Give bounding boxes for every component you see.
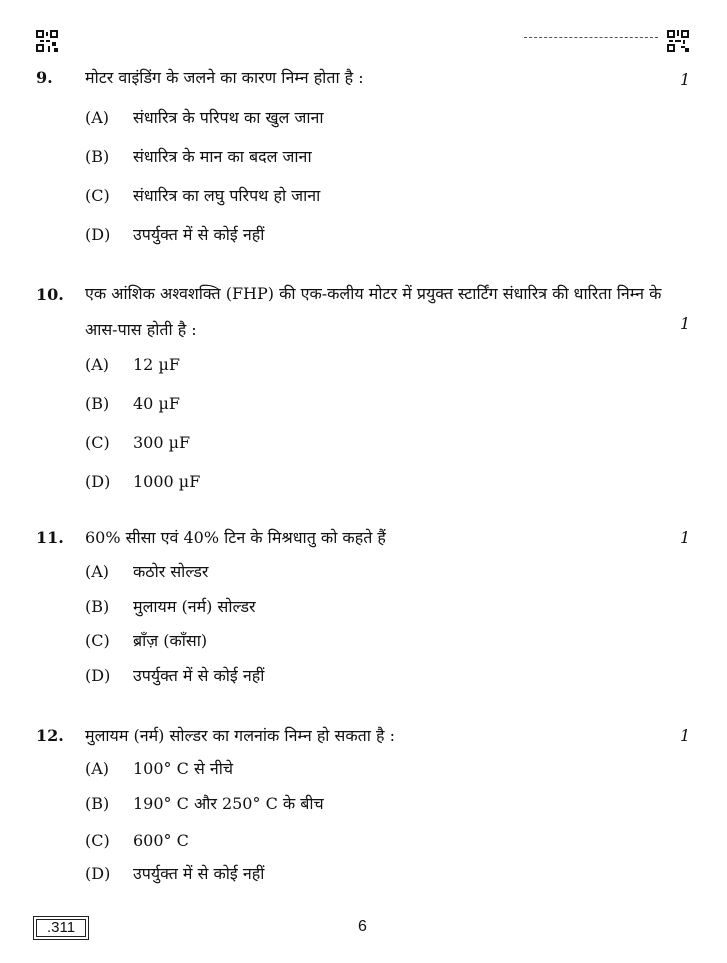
option-label: (B) <box>85 394 110 413</box>
option-text: संधारित्र के मान का बदल जाना <box>133 147 312 166</box>
option-text: 190° C और 250° C के बीच <box>133 794 324 813</box>
paper-code: .311 <box>33 916 89 940</box>
qr-code-icon <box>36 30 58 52</box>
question-text: 60% सीसा एवं 40% टिन के मिश्रधातु को कहते हैं <box>85 528 386 547</box>
marks: 1 <box>680 528 691 547</box>
option-label: (A) <box>85 355 110 374</box>
question-number: 9. <box>36 68 53 87</box>
option-label: (A) <box>85 108 110 127</box>
option-text: संधारित्र के परिपथ का खुल जाना <box>133 108 324 127</box>
option-label: (D) <box>85 472 111 491</box>
option-label: (D) <box>85 225 111 244</box>
option-text: उपर्युक्त में से कोई नहीं <box>133 864 265 883</box>
question-text: मुलायम (नर्म) सोल्डर का गलनांक निम्न हो सकता है : <box>85 726 395 745</box>
dashed-rule <box>524 37 658 38</box>
option-label: (B) <box>85 597 110 616</box>
marks: 1 <box>680 70 691 89</box>
option-label: (D) <box>85 666 111 685</box>
option-label: (D) <box>85 864 111 883</box>
option-text: 600° C <box>133 831 189 850</box>
question-number: 12. <box>36 726 64 745</box>
option-label: (C) <box>85 831 110 850</box>
page-number: 6 <box>358 918 367 935</box>
option-label: (C) <box>85 631 110 650</box>
option-text: संधारित्र का लघु परिपथ हो जाना <box>133 186 321 205</box>
option-text: 12 µF <box>133 355 180 374</box>
question-number: 11. <box>36 528 64 547</box>
option-text: उपर्युक्त में से कोई नहीं <box>133 666 265 685</box>
option-label: (A) <box>85 562 110 581</box>
marks: 1 <box>680 726 691 745</box>
marks: 1 <box>680 314 691 333</box>
option-text: 1000 µF <box>133 472 201 491</box>
option-text: 300 µF <box>133 433 191 452</box>
option-text: कठोर सोल्डर <box>133 562 209 581</box>
qr-code-icon <box>667 30 689 52</box>
option-text: 100° C से नीचे <box>133 759 234 778</box>
question-number: 10. <box>36 285 64 304</box>
option-label: (C) <box>85 186 110 205</box>
option-label: (C) <box>85 433 110 452</box>
option-label: (B) <box>85 794 110 813</box>
option-label: (B) <box>85 147 110 166</box>
option-label: (A) <box>85 759 110 778</box>
option-text: 40 µF <box>133 394 180 413</box>
question-text: मोटर वाइंडिंग के जलने का कारण निम्न होता है : <box>85 68 364 87</box>
option-text: ब्राँज़ (काँसा) <box>133 631 208 650</box>
option-text: उपर्युक्त में से कोई नहीं <box>133 225 265 244</box>
question-text: एक आंशिक अश्वशक्ति (FHP) की एक-कलीय मोटर में प्रयुक्त स्टार्टिंग संधारित्र की धारिता निम्न के आस-पास होती है : <box>85 284 662 339</box>
option-text: मुलायम (नर्म) सोल्डर <box>133 597 256 616</box>
